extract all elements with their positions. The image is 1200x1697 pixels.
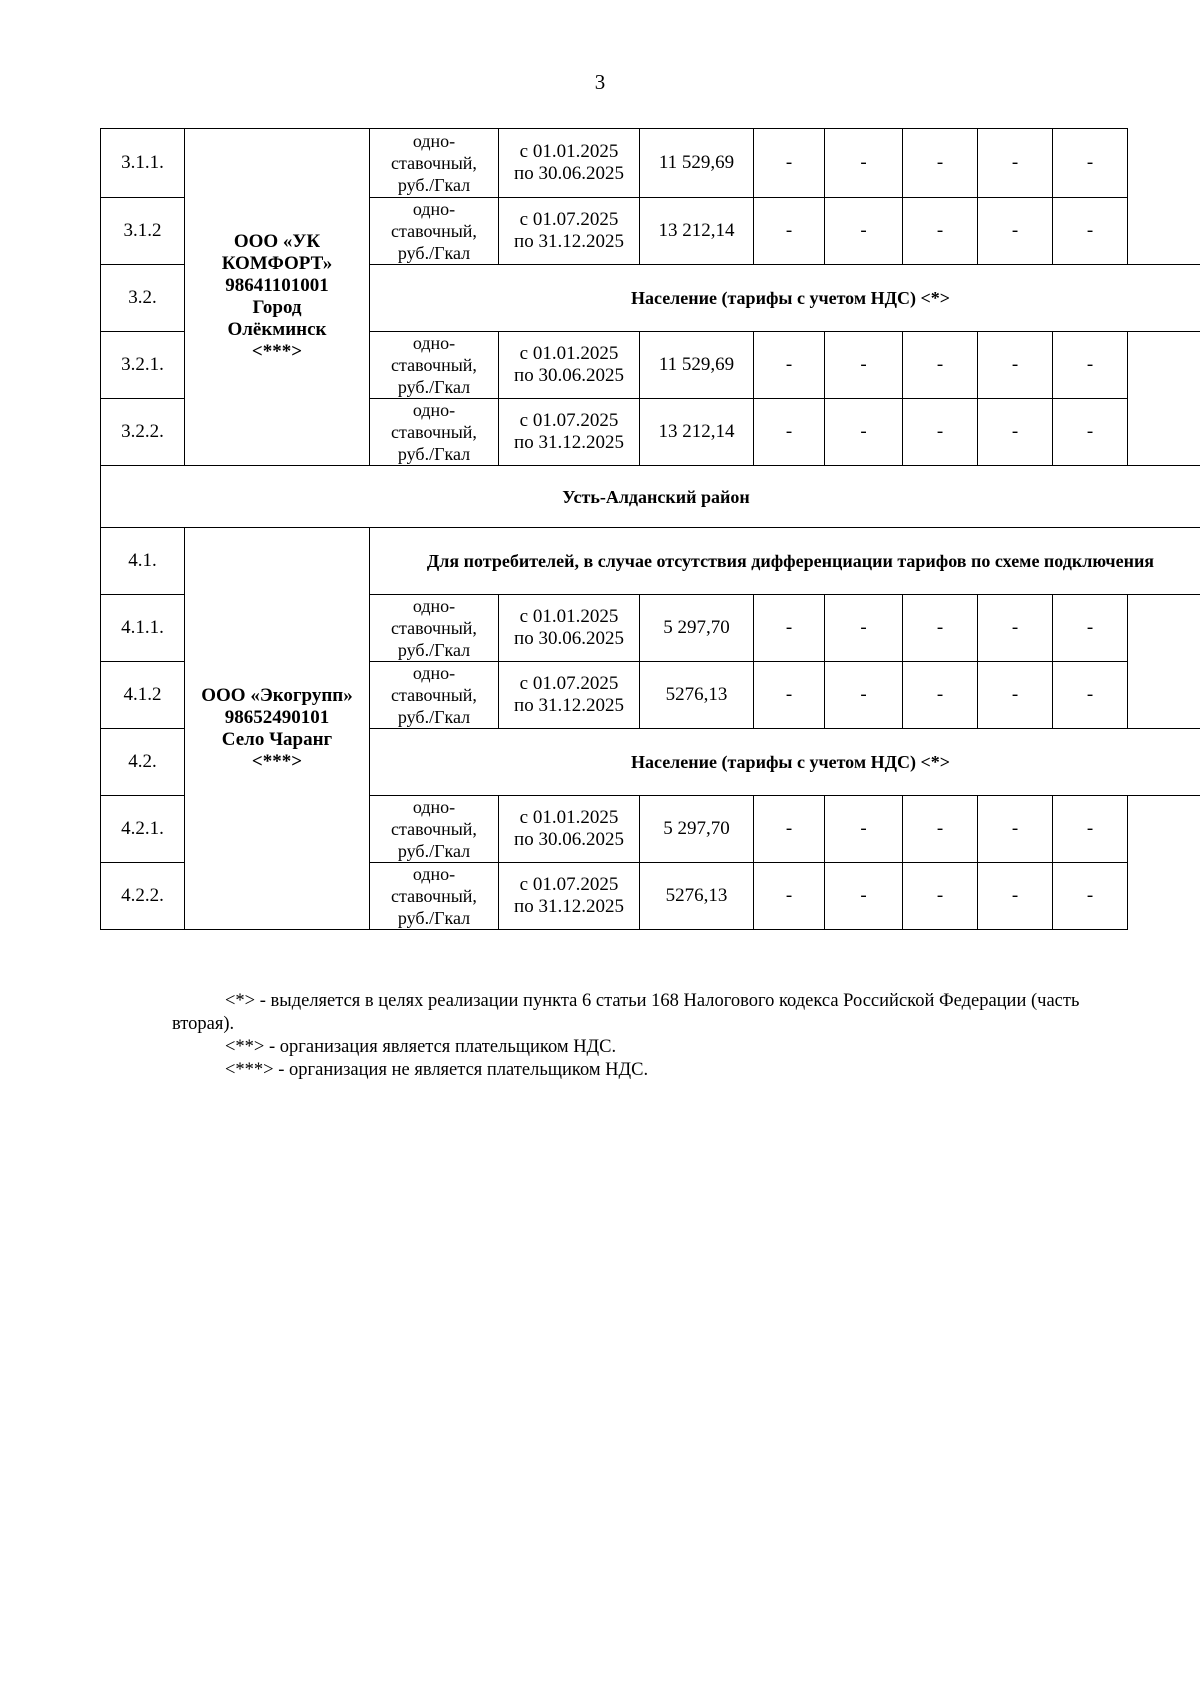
footnotes — [172, 990, 1122, 1082]
empty-value-dash: - — [754, 129, 825, 198]
period-line: с 01.07.2025 — [519, 410, 619, 431]
tariff-type-line: ставочный, — [391, 819, 477, 839]
empty-value-dash: - — [754, 332, 825, 399]
empty-value-dash: - — [825, 662, 903, 729]
organization-line: <***> — [251, 750, 303, 772]
page-number: 3 — [594, 70, 606, 94]
organization-line: КОМФОРТ» — [221, 253, 333, 274]
tariff-type-cell — [370, 198, 499, 265]
row-number: 4.2. — [101, 729, 185, 796]
tariff-type-cell — [370, 129, 499, 198]
empty-value-dash: - — [1053, 595, 1128, 662]
tariff-type-line: руб./Гкал — [397, 377, 471, 397]
tariff-type-line: руб./Гкал — [397, 841, 471, 861]
empty-value-dash: - — [825, 332, 903, 399]
period-cell — [499, 796, 640, 863]
tariff-type-cell — [370, 595, 499, 662]
empty-value-dash: - — [903, 662, 978, 729]
section-header: Для потребителей, в случае отсутствия дифференциации тарифов по схеме подключения — [370, 528, 1200, 595]
period-cell — [499, 595, 640, 662]
empty-value-dash: - — [903, 796, 978, 863]
empty-value-dash: - — [978, 198, 1053, 265]
period-cell — [499, 399, 640, 466]
period-cell — [499, 198, 640, 265]
empty-value-dash: - — [903, 863, 978, 930]
row-number: 3.1.2 — [101, 198, 185, 265]
table-row — [101, 129, 1200, 198]
organization-line: <***> — [251, 341, 303, 362]
period-line: с 01.01.2025 — [519, 141, 619, 162]
tariff-type-line: одно- — [412, 400, 456, 420]
tariff-type-line: руб./Гкал — [397, 243, 471, 263]
tariff-type-cell — [370, 796, 499, 863]
organization-line: Село Чаранг — [221, 728, 333, 750]
empty-value-dash: - — [825, 198, 903, 265]
organization-line: 98652490101 — [224, 706, 330, 728]
empty-value-dash: - — [1053, 399, 1128, 466]
period-line: по 31.12.2025 — [514, 231, 624, 252]
empty-value-dash: - — [825, 595, 903, 662]
tariff-type-cell — [370, 662, 499, 729]
empty-value-dash: - — [754, 595, 825, 662]
period-line: по 30.06.2025 — [514, 829, 624, 850]
tariff-type-line: одно- — [412, 199, 456, 219]
row-number: 4.1.2 — [101, 662, 185, 729]
empty-value-dash: - — [825, 796, 903, 863]
empty-value-dash: - — [903, 129, 978, 198]
tariff-value: 5276,13 — [640, 662, 754, 729]
empty-value-dash: - — [1053, 198, 1128, 265]
row-number: 4.1. — [101, 528, 185, 595]
period-line: по 30.06.2025 — [514, 365, 624, 386]
empty-value-dash: - — [754, 198, 825, 265]
empty-value-dash: - — [754, 796, 825, 863]
table-row — [101, 528, 1200, 595]
tariff-type-line: одно- — [412, 663, 456, 683]
period-line: по 31.12.2025 — [514, 432, 624, 453]
tariff-value: 11 529,69 — [640, 129, 754, 198]
tariff-value: 5 297,70 — [640, 595, 754, 662]
tariff-type-line: ставочный, — [391, 422, 477, 442]
row-number: 4.2.2. — [101, 863, 185, 930]
tariff-type-line: ставочный, — [391, 221, 477, 241]
tariff-type-line: одно- — [412, 596, 456, 616]
row-number: 4.2.1. — [101, 796, 185, 863]
period-line: с 01.07.2025 — [519, 874, 619, 895]
tariff-value: 11 529,69 — [640, 332, 754, 399]
tariff-type-line: одно- — [412, 864, 456, 884]
empty-value-dash: - — [978, 662, 1053, 729]
row-number: 3.2. — [101, 265, 185, 332]
period-line: с 01.01.2025 — [519, 606, 619, 627]
empty-value-dash: - — [754, 399, 825, 466]
tariff-type-line: руб./Гкал — [397, 444, 471, 464]
empty-value-dash: - — [825, 863, 903, 930]
row-number: 4.1.1. — [101, 595, 185, 662]
period-line: с 01.01.2025 — [519, 343, 619, 364]
period-line: по 30.06.2025 — [514, 163, 624, 184]
empty-value-dash: - — [978, 129, 1053, 198]
organization-line: ООО «Экогрупп» — [201, 684, 353, 706]
period-line: с 01.01.2025 — [519, 807, 619, 828]
tariff-table — [100, 128, 1200, 930]
period-cell — [499, 863, 640, 930]
footnote-vat-payer: <**> - организация является плательщиком НДС. — [225, 1037, 617, 1057]
tariff-type-line: ставочный, — [391, 886, 477, 906]
empty-value-dash: - — [1053, 129, 1128, 198]
tariff-type-line: руб./Гкал — [397, 640, 471, 660]
period-line: по 31.12.2025 — [514, 695, 624, 716]
tariff-type-line: ставочный, — [391, 153, 477, 173]
organization-line: ООО «УК — [233, 231, 321, 252]
row-number: 3.2.1. — [101, 332, 185, 399]
tariff-value: 13 212,14 — [640, 198, 754, 265]
section-header: Население (тарифы с учетом НДС) <*> — [370, 265, 1200, 332]
empty-value-dash: - — [903, 399, 978, 466]
empty-value-dash: - — [1053, 796, 1128, 863]
tariff-type-line: одно- — [412, 797, 456, 817]
district-row — [101, 466, 1200, 528]
section-header: Население (тарифы с учетом НДС) <*> — [370, 729, 1200, 796]
district-header: Усть-Алданский район — [101, 466, 1200, 528]
empty-value-dash: - — [978, 399, 1053, 466]
period-line: с 01.07.2025 — [519, 209, 619, 230]
tariff-type-cell — [370, 863, 499, 930]
tariff-type-line: одно- — [412, 333, 456, 353]
tariff-type-line: руб./Гкал — [397, 175, 471, 195]
empty-value-dash: - — [825, 129, 903, 198]
footnote-not-vat-payer: <***> - организация не является плательщиком НДС. — [225, 1060, 649, 1080]
empty-value-dash: - — [903, 595, 978, 662]
organization-line: Олёкминск — [227, 319, 327, 340]
period-line: с 01.07.2025 — [519, 673, 619, 694]
organization-line: 98641101001 — [225, 275, 329, 296]
row-number: 3.2.2. — [101, 399, 185, 466]
footnote-vat-allocation: <*> - выделяется в целях реализации пункта 6 статьи 168 Налогового кодекса Российской Федерации (часть вторая). — [172, 991, 1080, 1034]
row-number: 3.1.1. — [101, 129, 185, 198]
tariff-value: 5276,13 — [640, 863, 754, 930]
period-line: по 30.06.2025 — [514, 628, 624, 649]
period-cell — [499, 662, 640, 729]
empty-value-dash: - — [754, 863, 825, 930]
tariff-value: 5 297,70 — [640, 796, 754, 863]
organization-line: Город — [252, 297, 302, 318]
tariff-type-line: одно- — [412, 131, 456, 151]
empty-value-dash: - — [1053, 863, 1128, 930]
tariff-type-line: руб./Гкал — [397, 908, 471, 928]
tariff-type-line: ставочный, — [391, 355, 477, 375]
period-line: по 31.12.2025 — [514, 896, 624, 917]
tariff-type-cell — [370, 332, 499, 399]
empty-value-dash: - — [978, 332, 1053, 399]
tariff-type-line: ставочный, — [391, 685, 477, 705]
tariff-type-line: руб./Гкал — [397, 707, 471, 727]
empty-value-dash: - — [978, 796, 1053, 863]
organization-cell — [185, 528, 370, 930]
empty-value-dash: - — [754, 662, 825, 729]
period-cell — [499, 332, 640, 399]
tariff-table-body — [101, 129, 1200, 930]
period-cell — [499, 129, 640, 198]
empty-value-dash: - — [1053, 332, 1128, 399]
empty-value-dash: - — [903, 332, 978, 399]
empty-value-dash: - — [978, 863, 1053, 930]
tariff-type-cell — [370, 399, 499, 466]
empty-value-dash: - — [1053, 662, 1128, 729]
empty-value-dash: - — [825, 399, 903, 466]
tariff-type-line: ставочный, — [391, 618, 477, 638]
empty-value-dash: - — [978, 595, 1053, 662]
organization-cell — [185, 129, 370, 466]
empty-value-dash: - — [903, 198, 978, 265]
tariff-value: 13 212,14 — [640, 399, 754, 466]
